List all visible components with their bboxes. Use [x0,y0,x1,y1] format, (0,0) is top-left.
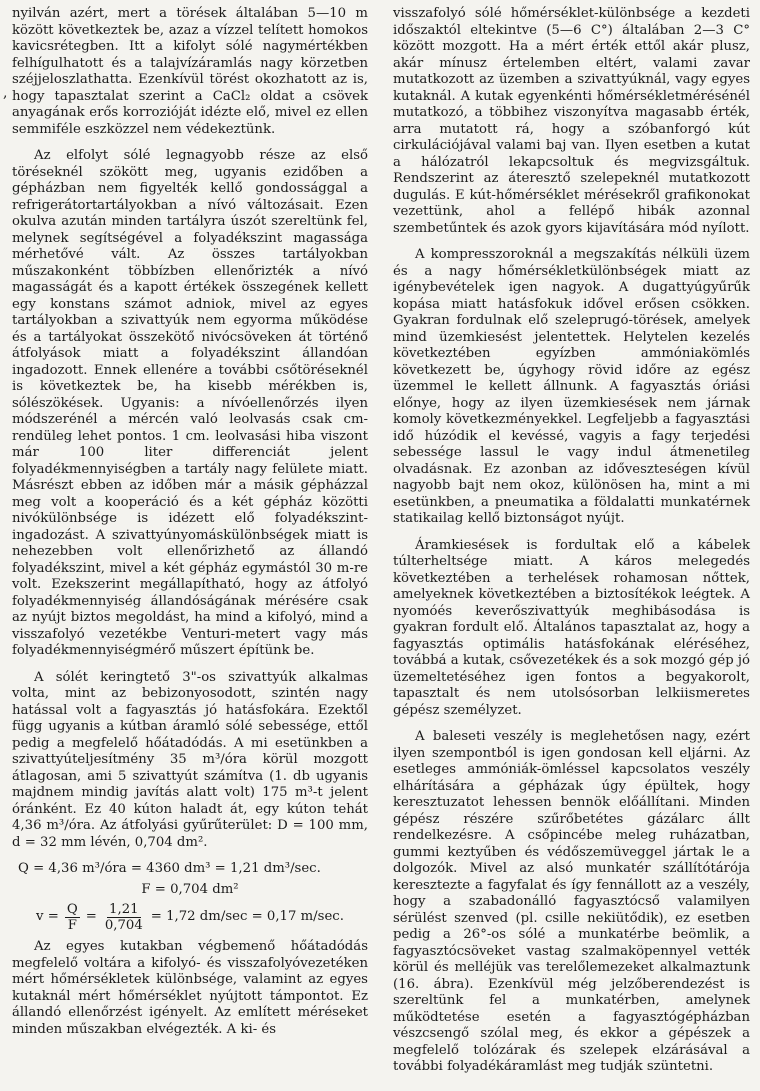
right-column [393,6,750,1086]
paragraph: visszafolyó sólé hőmérséklet-különbsége a kezdeti időszaktól eltekintve (5—6 C°) általában 2—3 C° között mozgott. Ha a mért érték ettől akár plusz, akár mínusz értelemben eltért, valami zavar mutatkozott az üzemben a szivattyúknál, vagy egyes kutaknál. A kutak egyenkénti hőmérsékletmérésénél mutatkozó, a többihez viszonyítva magasabb érték, arra mutatott rá, hogy a szóbanforgó kút cirkulációjával valami baj van. Ilyen esetben a kutat a hálózatról lekapcsoltuk és megvizsgáltuk. Rendszerint az áteresztő szelepeknél mutatkozott dugulás. E kút-hőmérséklet mérésekről grafikonokat vezettünk, ahol a fellépő hibák azonnal szembetűntek és azok gyors kijavítására mód nyílott. [393,6,750,236]
equation-area: F = 0,704 dm² [141,881,239,897]
paragraph: A kompresszoroknál a megszakítás nélküli üzem és a nagy hőmérsékletkülönbségek miatt az igénybevételek igen nagyok. A dugattyúgyűrűk kopása miatt hatásfokuk idővel erősen csökken. Gyakran fordulnak elő szeleprugó-törések, amelyek mind üzemkiesést jelentettek. Helytelen kezelés következtében egyízben ammóniakömlés következett be, úgyhogy rövid időre az egész üzemmel le kellett állnunk. A fagyasztás óriási előnye, hogy az ilyen üzemkiesések nem járnak komoly következményekkel. Legfeljebb a fagyasztási idő húzódik el kevéssé, vagyis a fagy terjedési sebessége lassul le vagy indul átmenetileg olvadásnak. Ez azonban az időveszteségen kívül nagyobb bajt nem okoz, különösen ha, mint a mi esetünkben, a pneumatika a földalatti munkatérnek statikailag kellő biztonságot nyújt. [393,247,750,526]
paragraph: Áramkiesések is fordultak elő a kábelek túlterheltsége miatt. A káros melegedés következtében a terhelések rohamosan nőttek, amelyeknek következtében a biztosítékok leégtek. A nyomóés keverőszivattyúk meghibásodása is gyakran fordult elő. Általános tapasztalat az, hogy a fagyasztás optimális hatásfokának eléréséhez, továbbá a kutak, csővezetékek és a sok mozgó gép jó üzemeltetéséhez igen fontos a begyakorolt, tapasztalt és nem utolsósorban lelkiismeretes gépész személyzet. [393,537,751,718]
paragraph: Az egyes kutakban végbemenő hőátadódás megfelelő voltára a kifolyó- és visszafolyóvezetéken mért hőmérsékletek különbsége, valamint az egyes kutaknál mért hőmérséklet nyújtott támpontot. Ez állandó ellenőrzést igényelt. Az említett méréseket minden műszakban elvégezték. A ki- és [12,939,368,1037]
equation-velocity-rhs: = 1,72 dm/sec = 0,17 m/sec. [150,909,344,925]
fraction-q-over-f [65,902,80,933]
equation-flow-rate: Q = 4,36 m³/óra = 4360 dm³ = 1,21 dm³/sec. [18,861,321,876]
equals-sign: = [85,909,97,925]
paragraph: Az elfolyt sólé legnagyobb része az első töréseknél szökött meg, ugyanis ezidőben a gépházban nem figyelték kellő gondossággal a refrigerátortartályokban a nívó változásait. Ezen okulva azután minden tartályra úszót szereltünk fel, melynek segítségével a folyadékszint magassága mérhetővé vált. Az összes tartályokban műszakonként többízben ellenőrizték a nívó magasságát és a kapott értékek összegének kellett egy konstans számot adniok, mivel az egyes tartályokban a szivattyúk nem egyorma működése és a tartályokat összekötő nivócsöveken át történő átfolyások miatt a folyadékszint állandóan ingadozott. Ennek ellenére a további csőtöréseknél is következtek be, ha kisebb mérékben is, sólészökések. Ugyanis: a nívóellenőrzés ilyen módszerénél a mércén való leolvasás csak cm-rendüleg lehet pontos. 1 cm. leolvasási hiba viszont már 100 liter differenciát jelent folyadékmennyiségben a tartály nagy felülete miatt. Másrészt ebben az időben már a másik gépházzal meg volt a kooperáció és a két gépház közötti nivókülönbsége is idézett elő folyadékszint-ingadozást. A szivattyúnyomáskülönbségek miatt is nehezebben volt ellenőrizhető az állandó folyadékszint, mivel a két gépház egymástól 30 m-re volt. Ezekszerint megállapítható, hogy az átfolyó folyadékmennyiség állandóságának mérésére csak az nyújt biztos megoldást, ha mind a kifolyó, mind a visszafolyó vezetékbe Venturi-metert vagy más folyadékmennyiségmérő műszert építünk be. [12,148,368,658]
fraction-denominator: 0,704 [104,918,143,933]
equation-velocity-lhs: v = [36,909,59,925]
fraction-numerator: Q [66,902,78,917]
paragraph: A sólét keringtető 3"-os szivattyúk alkalmas volta, mint az bebizonyosodott, szintén nagy hatással volt a fagyasztás jó hatásfokára. Ezektől függ ugyanis a kútban áramló sólé sebessége, ettől pedig a megfelelő hőátadódás. A mi esetünkben a szivattyúteljesítmény 35 m³/óra körül mozgott átlagosan, ami 5 szivattyút számítva (1. db ugyanis majdnem mindig javítás alatt volt) 175 m³-t jelent óránként. Ez 40 kúton haladt át, egy kúton tehát 4,36 m³/óra. Az átfolyási gyűrűterület: D = 100 mm, d = 32 mm lévén, 0,704 dm². [12,669,368,850]
left-column [12,6,368,1048]
paragraph: nyilván azért, mert a törések általában 5—10 m között következtek be, azaz a vízzel telített homokos kavicsrétegben. Itt a kifolyt sólé nagymértékben felhígulhatott és a talajvízáramlás nagy körzetben széjjeloszlathatta. Ezenkívül törést okozhatott az is, hogy tapasztalat szerint a CaCl₂ oldat a csövek anyagának erős korrozióját idézte elő, mivel ez ellen semmiféle eszközzel nem védekeztünk. [12,6,368,137]
equation-block [12,861,368,933]
equation-velocity [12,902,368,933]
fraction-denominator: F [67,918,77,933]
paragraph: A baleseti veszély is meglehetősen nagy, ezért ilyen szempontból is igen gondosan kell eljárni. Az esetleges ammóniák-ömléssel kapcsolatos veszély elhárítására a gépházak úgy épültek, hogy keresztuzatot lehessen bennök előállítani. Minden gépész részére szűrőbetétes gázálarc állt rendelkezésre. A csőpincébe meleg ruházatban, gummi keztyűben és védőszemüveggel jártak le a dolgozók. Mivel az alsó munkatér szállítótárója keresztezte a fagyfalat és így fennállott az a veszély, hogy a szabadonálló fagyasztócső valamilyen sérülést szenved (pl. csille nekiütődik), ez esetben pedig a 26°-os sólé a munkatérbe beömlik, a fagyasztócsöveket vastag szalmaköpennyel vették körül és melléjük vas terelőlemezeket alkalmaztunk (16. ábra). Ezenkívül még jelzőberendezést is szereltünk fel a munkatérben, amelynek működtetése esetén a fagyasztógépházban vészcsengő szólal meg, és ekkor a gépészek a megfelelő tolózárak és szelepek elzárásával a további folyadékáramlást meg tudják szüntetni. [393,729,750,1074]
fraction-values [103,902,145,933]
fraction-numerator: 1,21 [109,902,139,917]
margin-mark: , [3,85,8,101]
